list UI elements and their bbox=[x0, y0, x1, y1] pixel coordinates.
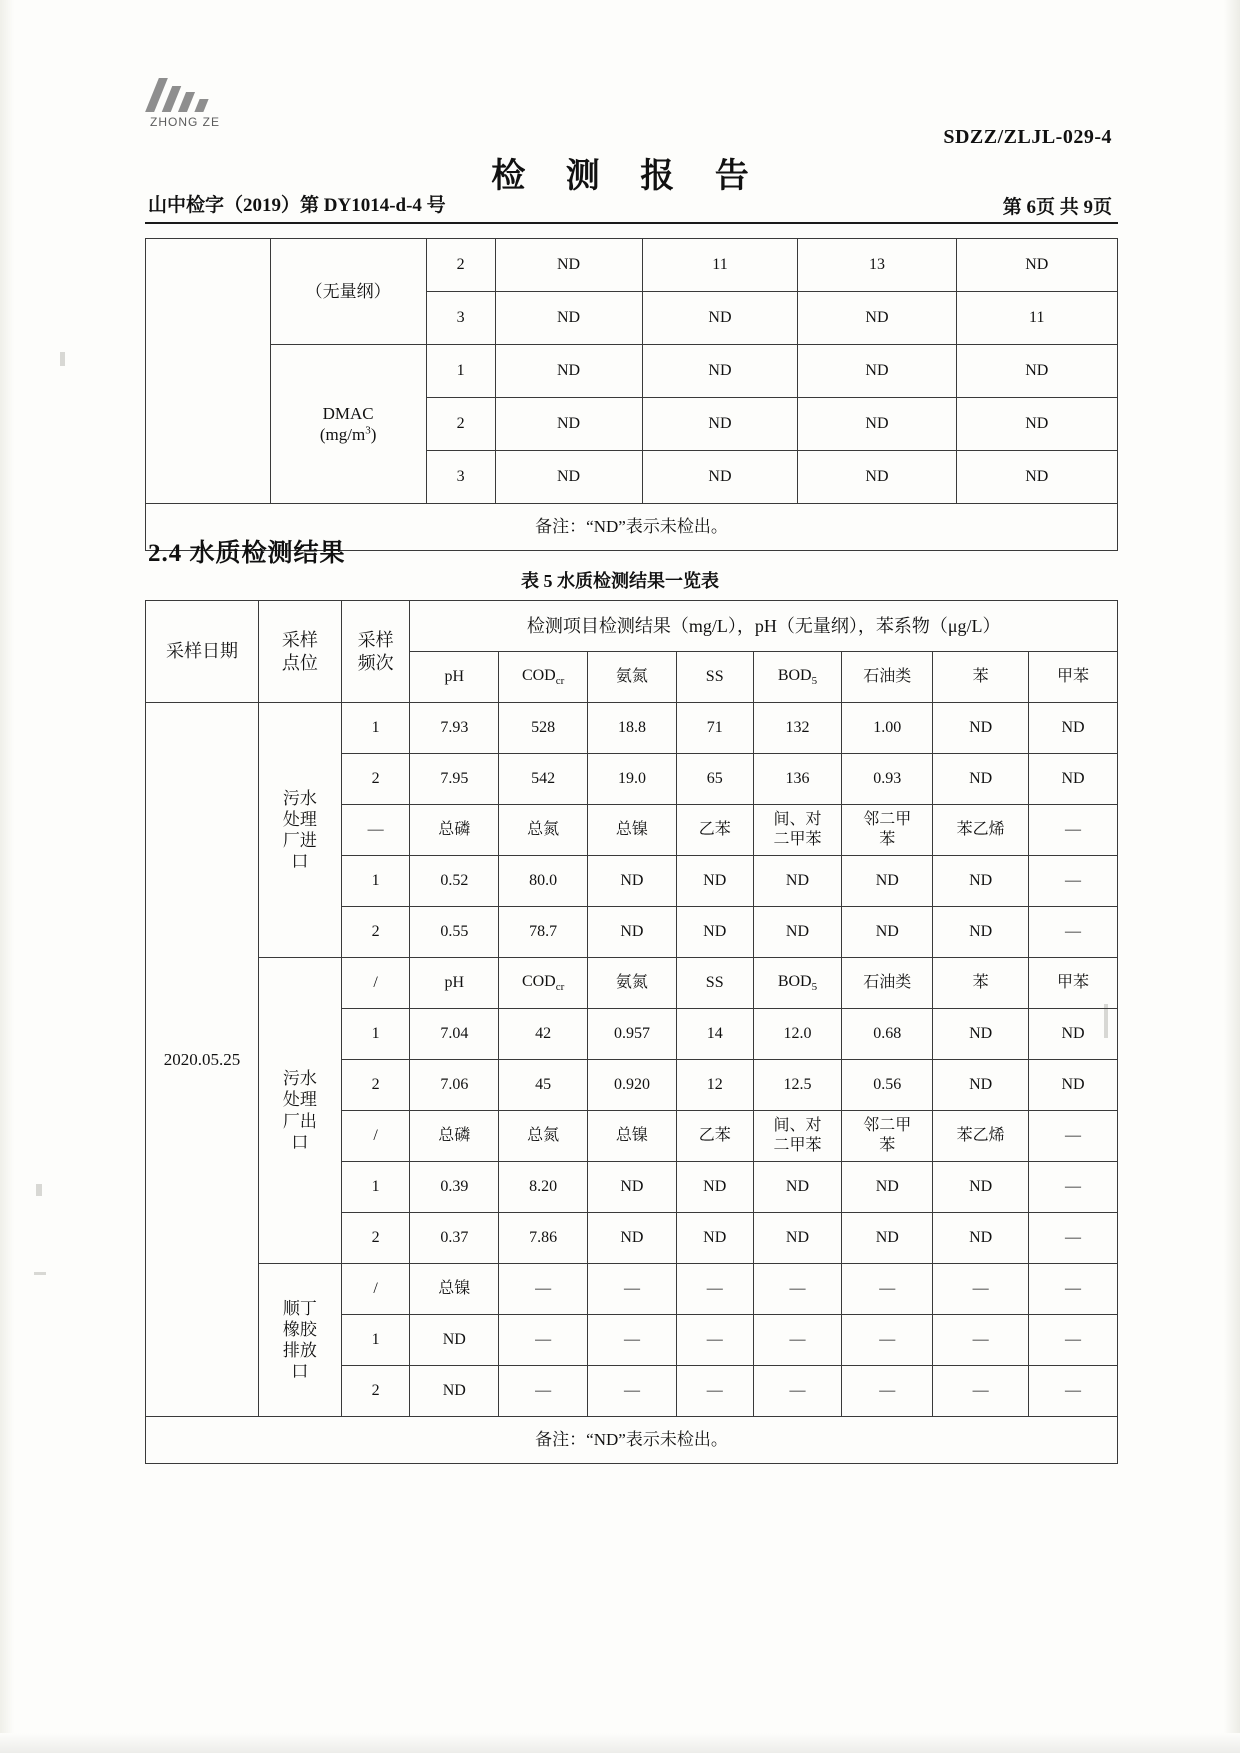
value-cell: 542 bbox=[499, 754, 588, 805]
param-header-tn: 总氮 bbox=[499, 805, 588, 856]
param-header-nh3n: 氨氮 bbox=[588, 958, 677, 1009]
param-header-cod: $COD_{cr}$ bbox=[499, 958, 588, 1009]
header-divider bbox=[145, 222, 1118, 224]
param-header-ph: pH bbox=[410, 958, 499, 1009]
value-cell: — bbox=[933, 1315, 1029, 1366]
value-cell: 132 bbox=[753, 703, 842, 754]
param-header-o-xylene: 邻二甲 苯 bbox=[842, 805, 933, 856]
value-cell: 0.93 bbox=[842, 754, 933, 805]
param-header-styrene: 苯乙烯 bbox=[933, 805, 1029, 856]
freq-cell: 2 bbox=[341, 1060, 410, 1111]
freq-cell: 3 bbox=[426, 451, 495, 504]
sample-point-inlet: 污水 处理 厂进 口 bbox=[259, 703, 342, 958]
param-header-oil: 石油类 bbox=[842, 652, 933, 703]
value-cell: ND bbox=[842, 1213, 933, 1264]
table-subheader-row bbox=[146, 958, 1118, 1009]
value-cell: ND bbox=[933, 1213, 1029, 1264]
dmac-label-line1: DMAC bbox=[322, 403, 374, 423]
value-cell: 11 bbox=[956, 292, 1117, 345]
table-water-quality bbox=[145, 600, 1118, 1464]
value-cell: 0.68 bbox=[842, 1009, 933, 1060]
section-heading: 2.4 水质检测结果 bbox=[148, 540, 346, 567]
page-number: 第 6页 共 9页 bbox=[1002, 197, 1112, 218]
dmac-label bbox=[270, 345, 426, 504]
empty-cell bbox=[146, 239, 271, 504]
value-cell: ND bbox=[753, 1213, 842, 1264]
value-cell: 19.0 bbox=[588, 754, 677, 805]
param-header-ni: 总镍 bbox=[588, 1111, 677, 1162]
value-cell: ND bbox=[842, 856, 933, 907]
freq-cell: 3 bbox=[426, 292, 495, 345]
unit-label: （无量纲） bbox=[270, 239, 426, 345]
value-cell: 8.20 bbox=[499, 1162, 588, 1213]
value-cell: ND bbox=[1029, 1060, 1118, 1111]
value-cell: — bbox=[842, 1264, 933, 1315]
value-cell: ND bbox=[933, 1009, 1029, 1060]
value-cell: ND bbox=[642, 345, 798, 398]
value-cell: — bbox=[842, 1315, 933, 1366]
value-cell: ND bbox=[495, 398, 642, 451]
value-cell: ND bbox=[1029, 1009, 1118, 1060]
scan-edge-right bbox=[1224, 0, 1240, 1753]
param-header-benzene: 苯 bbox=[933, 958, 1029, 1009]
scan-edge-bottom bbox=[0, 1733, 1240, 1753]
value-cell: — bbox=[1029, 1315, 1118, 1366]
value-cell: — bbox=[1029, 907, 1118, 958]
table-caption: 表 5 水质检测结果一览表 bbox=[521, 571, 719, 591]
scan-edge-left bbox=[0, 0, 14, 1753]
value-cell: 12 bbox=[676, 1060, 753, 1111]
value-cell: 65 bbox=[676, 754, 753, 805]
value-cell: — bbox=[842, 1366, 933, 1417]
freq-cell: 2 bbox=[341, 1213, 410, 1264]
value-cell: ND bbox=[495, 239, 642, 292]
col-header-date: 采样日期 bbox=[146, 601, 259, 703]
table-note-row bbox=[146, 1417, 1118, 1464]
param-header-o-xylene: 邻二甲 苯 bbox=[842, 1111, 933, 1162]
param-header-ni: 总镍 bbox=[588, 805, 677, 856]
param-header-cod: $COD_{cr}$ bbox=[499, 652, 588, 703]
logo-mark-icon bbox=[150, 78, 214, 112]
param-header-toluene: 甲苯 bbox=[1029, 958, 1118, 1009]
value-cell: — bbox=[499, 1264, 588, 1315]
param-header-empty: — bbox=[1029, 1111, 1118, 1162]
value-cell: 0.52 bbox=[410, 856, 499, 907]
value-cell: — bbox=[753, 1264, 842, 1315]
param-header-ph: pH bbox=[410, 652, 499, 703]
freq-cell: 1 bbox=[426, 345, 495, 398]
param-header-empty: — bbox=[1029, 805, 1118, 856]
param-header-ss: SS bbox=[676, 958, 753, 1009]
freq-cell: 1 bbox=[341, 1009, 410, 1060]
param-header-ni: 总镍 bbox=[410, 1264, 499, 1315]
report-number: 山中检字（2019）第 DY1014-d-4 号 bbox=[148, 195, 446, 216]
value-cell: ND bbox=[933, 856, 1029, 907]
value-cell: ND bbox=[642, 398, 798, 451]
value-cell: 1.00 bbox=[842, 703, 933, 754]
value-cell: — bbox=[676, 1315, 753, 1366]
table-subheader-row bbox=[146, 1264, 1118, 1315]
value-cell: ND bbox=[956, 451, 1117, 504]
value-cell: ND bbox=[753, 907, 842, 958]
value-cell: ND bbox=[956, 345, 1117, 398]
value-cell: ND bbox=[588, 1213, 677, 1264]
value-cell: ND bbox=[933, 907, 1029, 958]
value-cell: 14 bbox=[676, 1009, 753, 1060]
value-cell: 528 bbox=[499, 703, 588, 754]
param-header-toluene: 甲苯 bbox=[1029, 652, 1118, 703]
param-header-mp-xylene: 间、对 二甲苯 bbox=[753, 1111, 842, 1162]
value-cell: ND bbox=[588, 907, 677, 958]
table-header-row bbox=[146, 601, 1118, 652]
freq-cell: 2 bbox=[341, 1366, 410, 1417]
value-cell: — bbox=[588, 1315, 677, 1366]
param-header-bod5: $BOD_5$ bbox=[753, 652, 842, 703]
value-cell: ND bbox=[1029, 754, 1118, 805]
freq-cell: 2 bbox=[341, 907, 410, 958]
value-cell: ND bbox=[933, 703, 1029, 754]
freq-cell: / bbox=[341, 1111, 410, 1162]
value-cell: 7.06 bbox=[410, 1060, 499, 1111]
freq-cell: 1 bbox=[341, 703, 410, 754]
value-cell: — bbox=[933, 1366, 1029, 1417]
value-cell: — bbox=[588, 1264, 677, 1315]
value-cell: ND bbox=[753, 856, 842, 907]
param-header-mp-xylene: 间、对 二甲苯 bbox=[753, 805, 842, 856]
value-cell: ND bbox=[495, 345, 642, 398]
table-note: 备注：“ND”表示未检出。 bbox=[146, 504, 1118, 551]
value-cell: ND bbox=[642, 292, 798, 345]
dmac-label-line2: $(mg/m^3)$ bbox=[319, 424, 377, 444]
value-cell: — bbox=[1029, 1264, 1118, 1315]
value-cell: — bbox=[1029, 1213, 1118, 1264]
freq-cell: — bbox=[341, 805, 410, 856]
value-cell: 0.39 bbox=[410, 1162, 499, 1213]
col-header-items: 检测项目检测结果（mg/L），pH（无量纲），苯系物（μg/L） bbox=[410, 601, 1118, 652]
value-cell: ND bbox=[798, 292, 956, 345]
value-cell: 7.93 bbox=[410, 703, 499, 754]
col-header-freq: 采样 频次 bbox=[341, 601, 410, 703]
param-header-ethylbenzene: 乙苯 bbox=[676, 1111, 753, 1162]
value-cell: 0.56 bbox=[842, 1060, 933, 1111]
page-title: 检 测 报 告 bbox=[491, 158, 765, 195]
value-cell: ND bbox=[495, 292, 642, 345]
param-header-oil: 石油类 bbox=[842, 958, 933, 1009]
value-cell: — bbox=[933, 1264, 1029, 1315]
value-cell: ND bbox=[933, 1162, 1029, 1213]
value-cell: 45 bbox=[499, 1060, 588, 1111]
value-cell: 12.0 bbox=[753, 1009, 842, 1060]
freq-cell: / bbox=[341, 958, 410, 1009]
document-code: SDZZ/ZLJL-029-4 bbox=[943, 126, 1112, 148]
value-cell: — bbox=[753, 1315, 842, 1366]
param-header-tp: 总磷 bbox=[410, 805, 499, 856]
freq-cell: 1 bbox=[341, 856, 410, 907]
freq-cell: 2 bbox=[426, 239, 495, 292]
value-cell: ND bbox=[495, 451, 642, 504]
value-cell: 7.95 bbox=[410, 754, 499, 805]
value-cell: 78.7 bbox=[499, 907, 588, 958]
value-cell: ND bbox=[798, 345, 956, 398]
table-row bbox=[146, 703, 1118, 754]
freq-cell: 2 bbox=[426, 398, 495, 451]
value-cell: ND bbox=[588, 856, 677, 907]
value-cell: — bbox=[753, 1366, 842, 1417]
company-logo bbox=[150, 78, 240, 140]
table-air-continued bbox=[145, 238, 1118, 551]
value-cell: — bbox=[676, 1264, 753, 1315]
value-cell: — bbox=[499, 1366, 588, 1417]
value-cell: ND bbox=[956, 398, 1117, 451]
value-cell: ND bbox=[642, 451, 798, 504]
value-cell: 12.5 bbox=[753, 1060, 842, 1111]
value-cell: — bbox=[1029, 1366, 1118, 1417]
scan-artifact bbox=[34, 1272, 46, 1275]
col-header-point: 采样 点位 bbox=[259, 601, 342, 703]
value-cell: 42 bbox=[499, 1009, 588, 1060]
param-header-tp: 总磷 bbox=[410, 1111, 499, 1162]
param-header-bod5: $BOD_5$ bbox=[753, 958, 842, 1009]
scan-artifact bbox=[36, 1184, 42, 1196]
value-cell: ND bbox=[933, 1060, 1029, 1111]
table-row bbox=[146, 345, 1118, 398]
param-header-tn: 总氮 bbox=[499, 1111, 588, 1162]
value-cell: 18.8 bbox=[588, 703, 677, 754]
value-cell: — bbox=[1029, 1162, 1118, 1213]
param-header-styrene: 苯乙烯 bbox=[933, 1111, 1029, 1162]
logo-text: ZHONG ZE bbox=[150, 115, 220, 129]
value-cell: ND bbox=[676, 1213, 753, 1264]
value-cell: ND bbox=[933, 754, 1029, 805]
value-cell: ND bbox=[798, 398, 956, 451]
value-cell: ND bbox=[676, 1162, 753, 1213]
value-cell: ND bbox=[410, 1366, 499, 1417]
freq-cell: / bbox=[341, 1264, 410, 1315]
param-header-ethylbenzene: 乙苯 bbox=[676, 805, 753, 856]
value-cell: 71 bbox=[676, 703, 753, 754]
value-cell: 0.920 bbox=[588, 1060, 677, 1111]
sample-point-outlet: 污水 处理 厂出 口 bbox=[259, 958, 342, 1264]
value-cell: ND bbox=[588, 1162, 677, 1213]
freq-cell: 1 bbox=[341, 1315, 410, 1366]
table-note: 备注：“ND”表示未检出。 bbox=[146, 1417, 1118, 1464]
value-cell: 7.86 bbox=[499, 1213, 588, 1264]
value-cell: 13 bbox=[798, 239, 956, 292]
value-cell: — bbox=[676, 1366, 753, 1417]
value-cell: 0.957 bbox=[588, 1009, 677, 1060]
value-cell: 11 bbox=[642, 239, 798, 292]
value-cell: ND bbox=[842, 1162, 933, 1213]
value-cell: ND bbox=[753, 1162, 842, 1213]
param-header-benzene: 苯 bbox=[933, 652, 1029, 703]
sample-point-rubber: 顺丁 橡胶 排放 口 bbox=[259, 1264, 342, 1417]
value-cell: — bbox=[499, 1315, 588, 1366]
value-cell: 0.55 bbox=[410, 907, 499, 958]
sample-date: 2020.05.25 bbox=[146, 703, 259, 1417]
value-cell: 80.0 bbox=[499, 856, 588, 907]
param-header-ss: SS bbox=[676, 652, 753, 703]
value-cell: 136 bbox=[753, 754, 842, 805]
table-row bbox=[146, 239, 1118, 292]
freq-cell: 1 bbox=[341, 1162, 410, 1213]
scan-artifact bbox=[60, 352, 65, 366]
value-cell: ND bbox=[842, 907, 933, 958]
value-cell: ND bbox=[676, 907, 753, 958]
value-cell: ND bbox=[676, 856, 753, 907]
value-cell: ND bbox=[956, 239, 1117, 292]
value-cell: ND bbox=[1029, 703, 1118, 754]
value-cell: ND bbox=[410, 1315, 499, 1366]
value-cell: 0.37 bbox=[410, 1213, 499, 1264]
value-cell: 7.04 bbox=[410, 1009, 499, 1060]
value-cell: — bbox=[588, 1366, 677, 1417]
param-header-nh3n: 氨氮 bbox=[588, 652, 677, 703]
value-cell: ND bbox=[798, 451, 956, 504]
freq-cell: 2 bbox=[341, 754, 410, 805]
value-cell: — bbox=[1029, 856, 1118, 907]
